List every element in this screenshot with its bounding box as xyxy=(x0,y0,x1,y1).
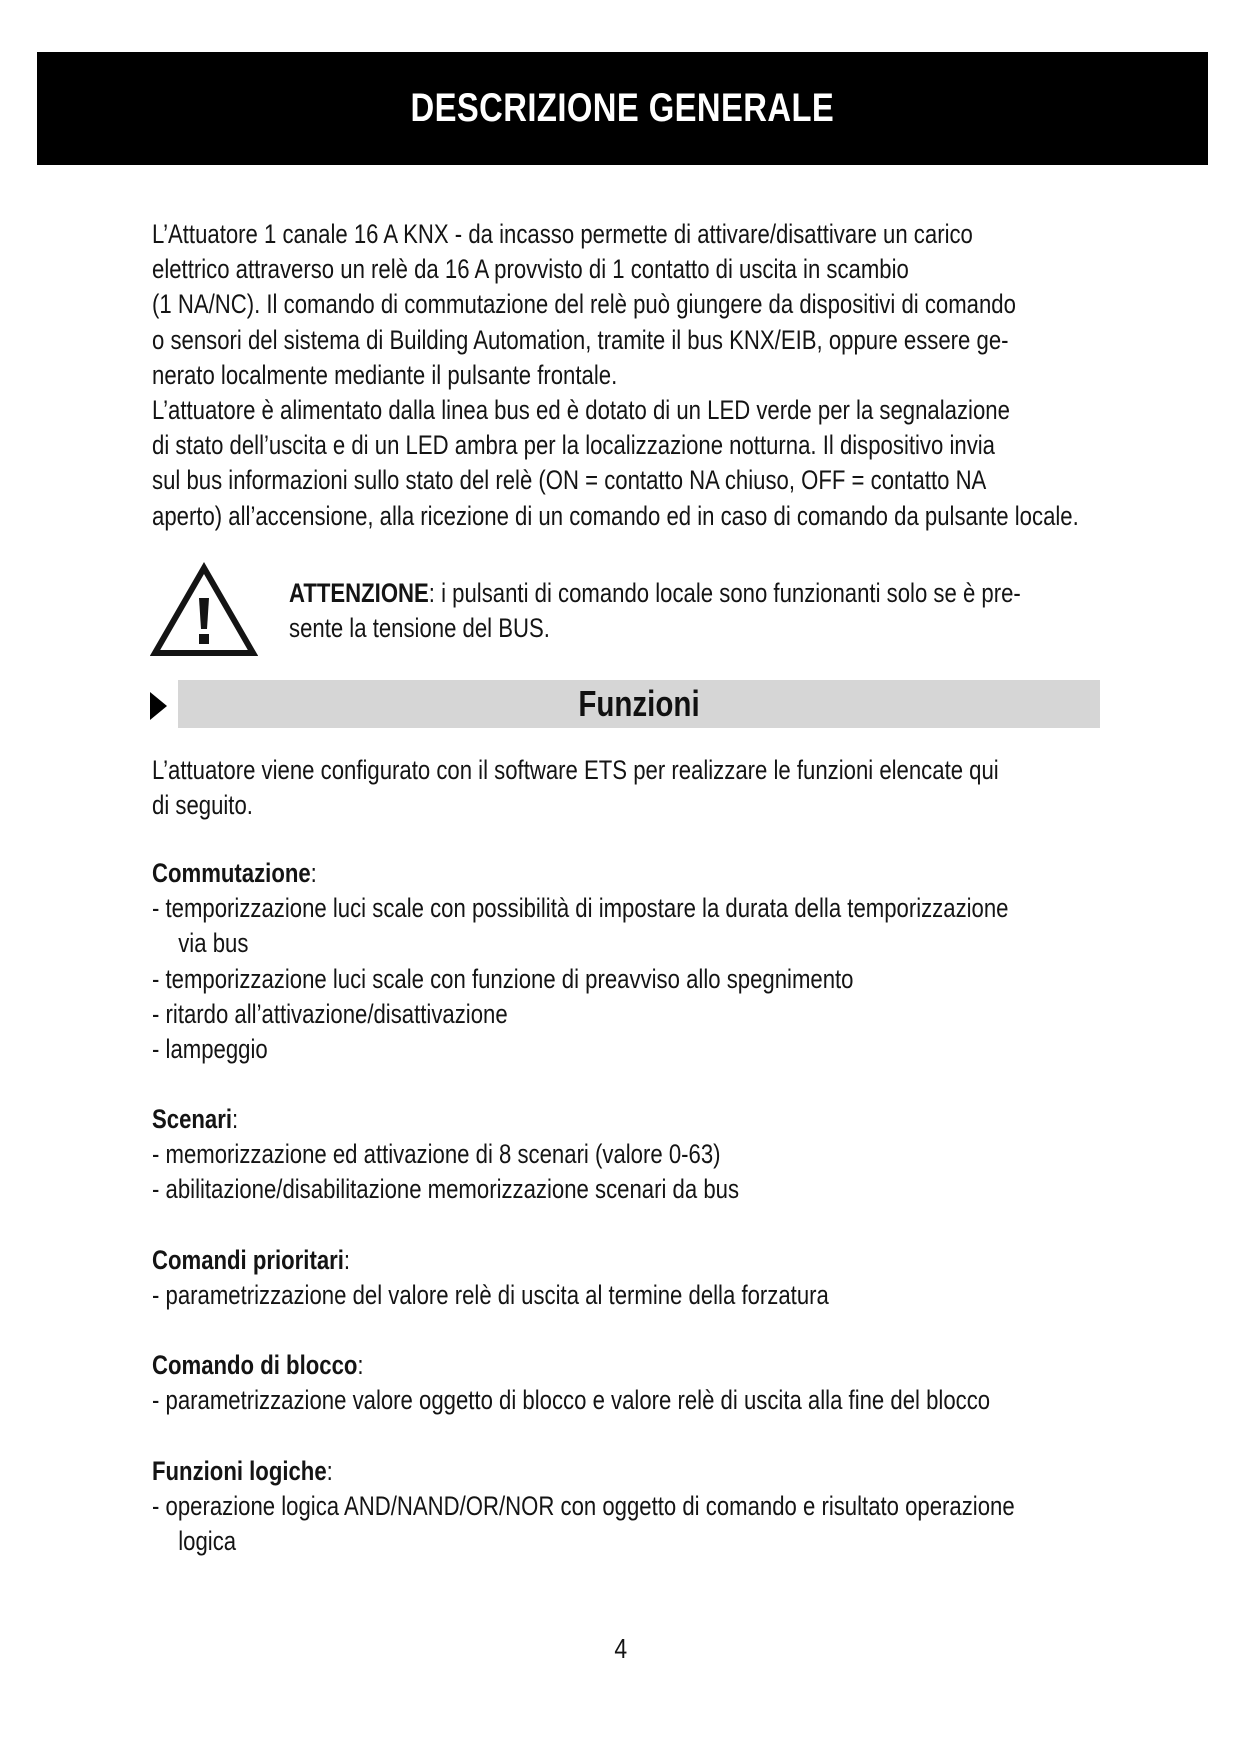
functions-intro-line: L’attuatore viene configurato con il software ETS per realizzare le funzioni elencate qui xyxy=(152,755,999,785)
function-group-comandi-prioritari xyxy=(152,1243,1218,1313)
list-item: - temporizzazione luci scale con possibilità di impostare la durata della temporizzazione xyxy=(152,893,1009,924)
warning-line: sente la tensione del BUS. xyxy=(289,613,550,644)
section-title: Funzioni xyxy=(578,683,700,724)
list-item: - operazione logica AND/NAND/OR/NOR con oggetto di comando e risultato operazione xyxy=(152,1491,1015,1522)
warning-triangle-icon xyxy=(150,562,258,658)
warning-label: ATTENZIONE xyxy=(289,578,429,608)
list-item: - parametrizzazione valore oggetto di blocco e valore relè di uscita alla fine del blocco xyxy=(152,1385,991,1416)
page-title: DESCRIZIONE GENERALE xyxy=(410,86,835,130)
intro-line: di stato dell’uscita e di un LED ambra per la localizzazione notturna. Il dispositivo invia xyxy=(152,430,995,461)
intro-line: nerato localmente mediante il pulsante frontale. xyxy=(152,359,618,390)
list-item: - abilitazione/disabilitazione memorizzazione scenari da bus xyxy=(152,1174,740,1205)
intro-line: sul bus informazioni sullo stato del relè (ON = contatto NA chiuso, OFF = contatto NA xyxy=(152,465,987,496)
list-item: via bus xyxy=(178,928,249,959)
function-group-scenari xyxy=(152,1102,1218,1208)
warning-text-first: : i pulsanti di comando locale sono funzionanti solo se è pre- xyxy=(428,578,1021,608)
group-heading: Funzioni logiche: xyxy=(152,1456,333,1486)
intro-line: o sensori del sistema di Building Automation, tramite il bus KNX/EIB, oppure essere ge- xyxy=(152,324,1009,355)
list-item: - memorizzazione ed attivazione di 8 scenari (valore 0-63) xyxy=(152,1139,721,1170)
intro-paragraph xyxy=(152,217,1218,534)
function-group-commutazione xyxy=(152,856,1218,1067)
list-item: - lampeggio xyxy=(152,1034,268,1065)
list-item: - parametrizzazione del valore relè di uscita al termine della forzatura xyxy=(152,1280,829,1311)
page-number: 4 xyxy=(614,1633,627,1664)
header-bar xyxy=(37,52,1208,165)
group-heading: Comando di blocco: xyxy=(152,1350,364,1380)
list-item: - temporizzazione luci scale con funzione di preavviso allo spegnimento xyxy=(152,963,854,994)
intro-line: L’attuatore è alimentato dalla linea bus ed è dotato di un LED verde per la segnalazione xyxy=(152,395,1010,426)
intro-line: (1 NA/NC). Il comando di commutazione del relè può giungere da dispositivi di comando xyxy=(152,289,1016,320)
list-item: - ritardo all’attivazione/disattivazione xyxy=(152,998,508,1029)
intro-line: elettrico attraverso un relè da 16 A provvisto di 1 contatto di uscita in scambio xyxy=(152,254,909,285)
group-heading: Commutazione: xyxy=(152,858,317,888)
warning-line xyxy=(289,576,1175,611)
intro-line: L’Attuatore 1 canale 16 A KNX - da incasso permette di attivare/disattivare un carico xyxy=(152,219,973,249)
section-header-funzioni xyxy=(178,680,1100,728)
section-arrow-icon xyxy=(149,690,168,722)
warning-text xyxy=(289,576,1175,646)
functions-intro xyxy=(152,753,1218,823)
functions-intro-line: di seguito. xyxy=(152,790,253,821)
function-group-funzioni-logiche xyxy=(152,1454,1218,1560)
function-group-comando-di-blocco xyxy=(152,1348,1218,1418)
group-heading: Scenari: xyxy=(152,1104,239,1134)
group-heading: Comandi prioritari: xyxy=(152,1245,351,1275)
intro-line: aperto) all’accensione, alla ricezione di un comando ed in caso di comando da pulsante locale. xyxy=(152,500,1079,531)
list-item: logica xyxy=(178,1526,237,1557)
